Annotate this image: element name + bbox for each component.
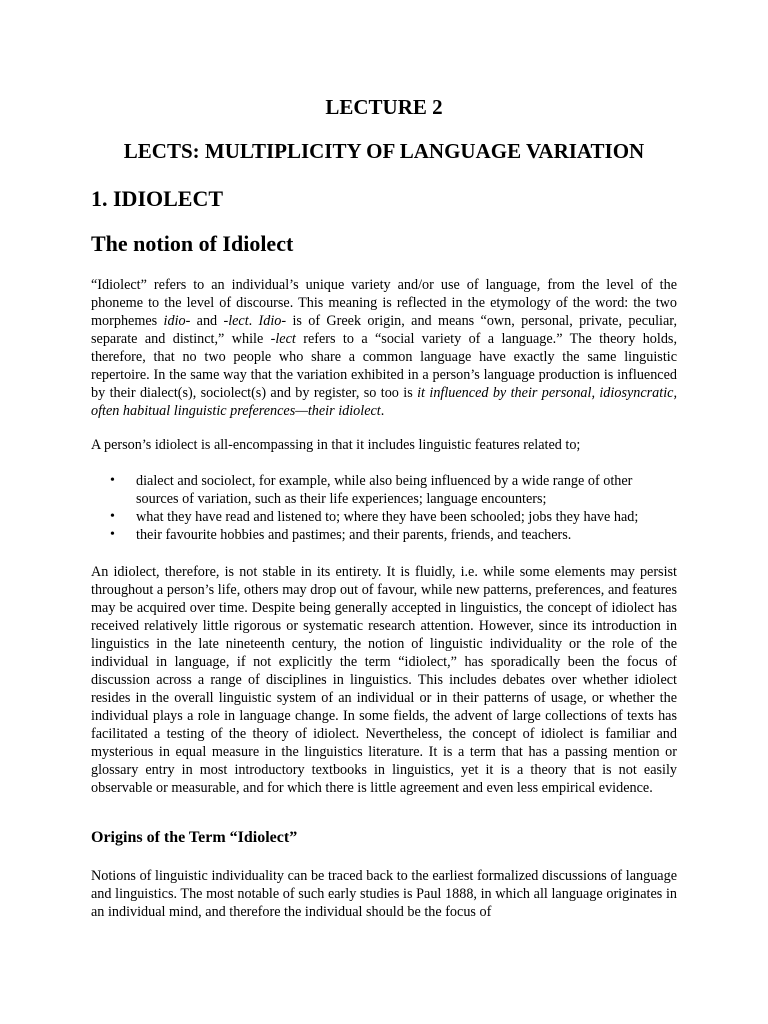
- feature-bullet-list: [91, 472, 677, 544]
- list-item: [91, 526, 677, 544]
- list-item-text: their favourite hobbies and pastimes; and their parents, friends, and teachers.: [136, 527, 572, 543]
- para1-text-6: .: [380, 403, 385, 419]
- para1-text-4: is of Greek origin, and means “own, personal, private, peculiar, separate and distinct,” while: [91, 313, 677, 347]
- origins-heading: Origins of the Term “Idiolect”: [91, 829, 298, 846]
- para1-italic-3: Idio-: [258, 313, 287, 329]
- bullet-icon: •: [110, 473, 115, 488]
- para1-italic-4: -lect: [270, 331, 296, 347]
- paragraph-stability: An idiolect, therefore, is not stable in its entirety. It is fluidly, i.e. while some elements may persist throughout a person’s life, others may drop out of favour, while new patterns, preferences, and features may be acquired over time. Despite being generally accepted in linguistics, the concept of idiolect has received relatively little rigorous or systematic research attention. However, since its introduction in linguistics in the late nineteenth century, the notion of linguistic individuality or the role of the individual in language, if not explicitly the term “idiolect,” has sporadically been the focus of discussion across a range of disciplines in linguistics. This includes debates over whether idiolect resides in the overall linguistic system of an individual or in their patterns of usage, or whether the individual plays a role in language change. In some fields, the advent of large collections of texts has facilitated a testing of the theory of idiolect. Nevertheless, the concept of idiolect is familiar and mysterious in equal measure in the linguistics literature. It is a term that has a passing mention or glossary entry in most introductory textbooks in linguistics, yet it is a theory that is not easily observable or measurable, and for which there is little agreement and even less empirical evidence.: [91, 564, 677, 796]
- bullet-icon: •: [110, 527, 115, 542]
- paragraph-origins: Notions of linguistic individuality can be traced back to the earliest formalized discussions of language and linguistics. The most notable of such early studies is Paul 1888, in which all language originates in an individual mind, and therefore the individual should be the focus of: [91, 868, 677, 920]
- para1-text-2: and: [190, 313, 224, 329]
- para1-text-3: .: [248, 313, 259, 329]
- main-title: LECTS: MULTIPLICITY OF LANGUAGE VARIATION: [123, 139, 645, 163]
- list-item-text: what they have read and listened to; where they have been schooled; jobs they have had;: [136, 509, 639, 525]
- list-item: [91, 508, 677, 526]
- para1-text-5: refers to a “social variety of a language.” The theory holds, therefore, that no two people who share a common language have exactly the same linguistic repertoire. In the same way that the variation exhibited in a person’s language production is influenced by their dialect(s), sociolect(s) and by register, so too is: [91, 331, 677, 401]
- para1-italic-2: -lect: [223, 313, 249, 329]
- list-item: [91, 472, 677, 508]
- section-heading: 1. IDIOLECT: [91, 186, 224, 211]
- paragraph-idiolect-definition: [91, 276, 677, 420]
- paragraph-intro-list: A person’s idiolect is all-encompassing in that it includes linguistic features related to;: [91, 437, 581, 453]
- para1-text-1: “Idiolect” refers to an individual’s unique variety and/or use of language, from the level of the phoneme to the level of discourse. This meaning is reflected in the etymology of the word: the two morphemes: [91, 277, 677, 329]
- list-item-text: dialect and sociolect, for example, while also being influenced by a wide range of other sources of variation, such as their life experiences; language encounters;: [136, 473, 633, 507]
- para1-italic-1: idio-: [163, 313, 191, 329]
- subheading: The notion of Idiolect: [91, 231, 294, 256]
- bullet-icon: •: [110, 509, 115, 524]
- lecture-label: LECTURE 2: [325, 95, 443, 119]
- para1-italic-5: it influenced by their personal, idiosyncratic, often habitual linguistic preferences—their idiolect: [91, 385, 677, 419]
